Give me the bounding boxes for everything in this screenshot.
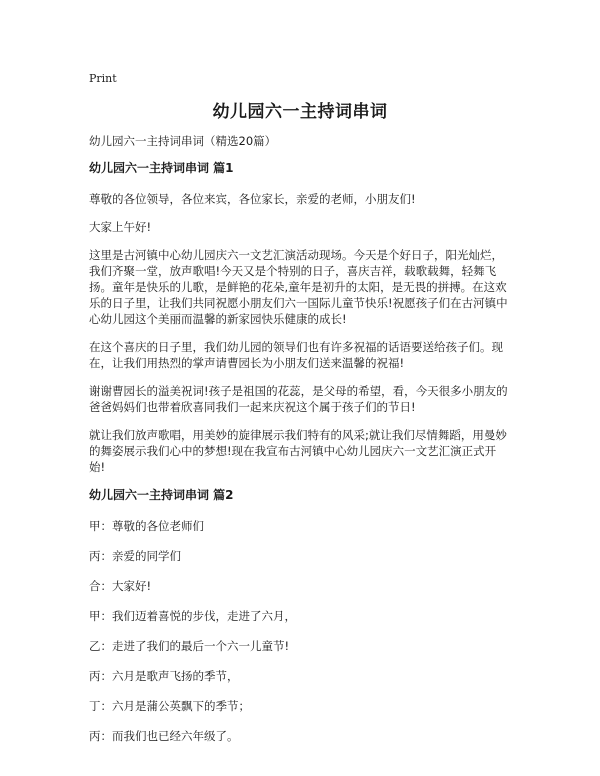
section-1 [89,160,512,475]
section-heading: 幼儿园六一主持词串词 篇1 [89,161,234,175]
dialogue-line: 乙：走进了我们的最后一个六一儿童节! [89,639,290,653]
paragraph: 尊敬的各位领导，各位来宾，各位家长，亲爱的老师，小朋友们! [89,192,416,206]
dialogue-line: 丙：亲爱的同学们 [89,549,181,563]
dialogue-line: 甲：我们迈着喜悦的步伐，走进了六月， [89,609,296,623]
section-heading: 幼儿园六一主持词串词 篇2 [89,488,234,502]
page-title: 幼儿园六一主持词串词 [212,102,388,122]
dialogue-line: 丁：六月是蒲公英飘下的季节； [89,699,250,713]
dialogue-line: 甲：尊敬的各位老师们 [89,519,204,533]
paragraph: 大家上午好! [89,220,152,234]
dialogue-line: 丙：而我们也已经六年级了。 [89,729,239,743]
dialogue-line: 合：大家好! [89,579,152,593]
print-link[interactable]: Print [89,72,117,85]
document-body [89,160,512,758]
paragraph: 谢谢曹园长的溢美祝词!孩子是祖国的花蕊，是父母的希望，看，今天很多小朋友的爸爸妈妈们也带着欣喜同我们一起来庆祝这个属于孩子们的节日! [89,384,508,414]
page-subtitle: 幼儿园六一主持词串词（精选20篇） [89,134,277,148]
dialogue-line: 丙：六月是歌声飞扬的季节， [89,669,239,683]
paragraph: 这里是古河镇中心幼儿园庆六一文艺汇演活动现场。今天是个好日子，阳光灿烂，我们齐聚一堂，放声歌唱!今天又是个特别的日子，喜庆吉祥，载歌载舞，轻舞飞扬。童年是快乐的儿歌，是鲜艳的花朵,童年是初升的太阳，是无畏的拼搏。在这欢乐的日子里，让我们共同祝愿小朋友们六一国际儿童节快乐!祝愿孩子们在古河镇中心幼儿园这个美丽而温馨的新家园快乐健康的成长! [89,248,508,326]
section-2 [89,487,512,744]
paragraph: 在这个喜庆的日子里，我们幼儿园的领导们也有许多祝福的话语要送给孩子们。现在，让我们用热烈的掌声请曹园长为小朋友们送来温馨的祝福! [89,340,503,370]
paragraph: 就让我们放声歌唱，用美妙的旋律展示我们特有的风采;就让我们尽情舞蹈，用曼妙的舞姿展示我们心中的梦想!现在我宣布古河镇中心幼儿园庆六一文艺汇演正式开始! [89,428,507,474]
